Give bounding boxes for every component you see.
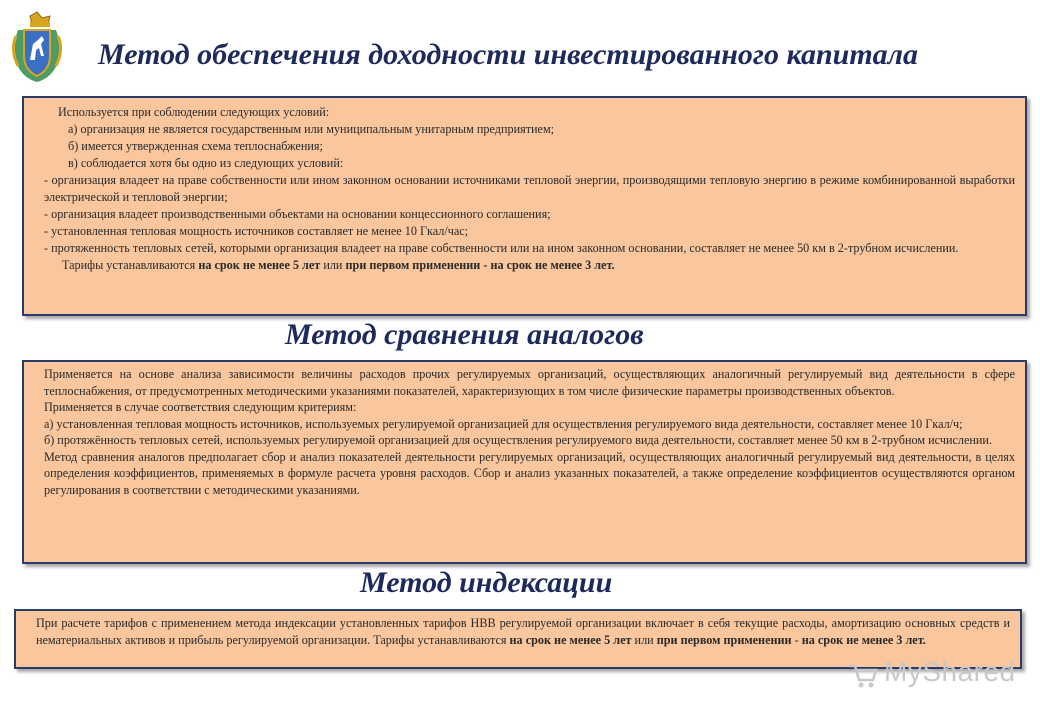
tariff-or: или	[320, 258, 346, 272]
box3-first-use: при первом применении	[656, 633, 792, 647]
box3-term-3y: на срок не менее 3 лет.	[801, 633, 926, 647]
box1-condition-b: б) имеется утвержденная схема теплоснабжения;	[68, 139, 323, 153]
box3-body: При расчете тарифов с применением метода индексации установленных тарифов НВВ регулируемой организации включает в себя текущие расходы, амортизацию основных средств и нематериальных активов и прибыль регулируемой организации. Тарифы устанавливаются	[36, 616, 1010, 647]
box2-criterion-b: б) протяжённость тепловых сетей, используемых регулируемой организацией для осуществления регулируемого вида деятельности, составляет менее 50 км в 2-трубном исчислении.	[44, 433, 992, 447]
tariff-term-3y: при первом применении - на срок не менее 3 лет.	[345, 258, 615, 272]
box2-paragraph-5: Метод сравнения аналогов предполагает сбор и анализ показателей деятельности регулируемых организаций, осуществляющих аналогичный регулируемый вид деятельности, в целях определения коэффициентов, применяемых в формуле расчета уровня расходов. Сбор и анализ указанных показателей, а также определение коэффициентов осуществляются органом регулирования в соответствии с методическими указаниями.	[44, 449, 1015, 497]
box1-intro: Используется при соблюдении следующих условий:	[58, 105, 330, 119]
method3-description-box	[14, 609, 1022, 669]
box3-term-5y: на срок не менее 5 лет	[509, 633, 632, 647]
coat-of-arms-icon	[8, 6, 66, 86]
box1-item-2: - организация владеет производственными объектами на основании концессионного соглашения;	[44, 207, 551, 221]
method2-description-box	[22, 360, 1027, 564]
title-method-analog-comparison: Метод сравнения аналогов	[285, 318, 644, 351]
title-method-indexation: Метод индексации	[360, 566, 613, 599]
box2-paragraph-1: Применяется на основе анализа зависимости величины расходов прочих регулируемых организаций, осуществляющих аналогичный регулируемый вид деятельности в сфере теплоснабжения, от предусмотренных методическими указаниями показателей, характеризующих в том числе физические параметры производственных объектов.	[44, 367, 1015, 398]
box2-criterion-a: а) установленная тепловая мощность источников, используемых регулируемой организацией для осуществления регулируемого вида деятельности, составляет менее 10 Гкал/ч;	[44, 416, 963, 431]
title-method-investment-return: Метод обеспечения доходности инвестированного капитала	[98, 38, 919, 71]
box1-tariff-line	[44, 257, 1015, 274]
tariff-text: Тарифы устанавливаются	[62, 258, 199, 272]
box2-paragraph-2: Применяется в случае соответствия следующим критериям:	[44, 400, 357, 414]
box1-item-4: - протяженность тепловых сетей, которыми организация владеет на праве собственности или на ином законном основании, составляет не менее 50 км в 2-трубном исчислении.	[44, 241, 959, 255]
watermark-logo: MyShared	[884, 656, 1016, 687]
box3-dash: -	[791, 633, 802, 647]
box3-text	[36, 615, 1010, 649]
box1-condition-c: в) соблюдается хотя бы одно из следующих условий:	[68, 156, 344, 170]
box1-condition-a: а) организация не является государственным или муниципальным унитарным предприятием;	[68, 122, 555, 136]
method1-conditions-box	[22, 96, 1027, 316]
box3-or: или	[631, 633, 657, 647]
box1-item-3: - установленная тепловая мощность источников составляет не менее 10 Гкал/час;	[44, 224, 469, 238]
box1-item-1: - организация владеет на праве собственности или ином законном основании источниками тепловой энергии, производящими тепловую энергию в режиме комбинированной выработки электрической и тепловой энергии;	[44, 173, 1015, 204]
cart-icon	[848, 662, 878, 690]
tariff-term-5y: на срок не менее 5 лет	[198, 258, 321, 272]
